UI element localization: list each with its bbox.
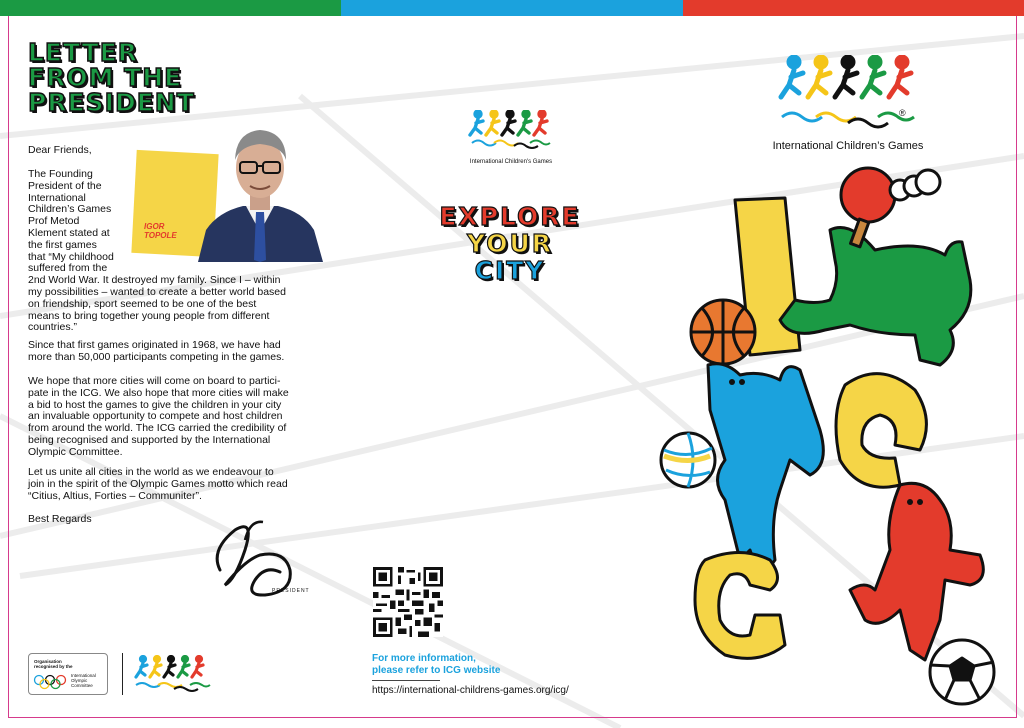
p4-line: Let us unite all cities in the world as we endeavour to [28,466,274,478]
registered-mark: ® [899,108,906,118]
p1-line: countries.” [28,321,78,334]
more-info-rule [372,680,440,681]
icg-logo-middle [468,110,554,150]
p4-line: join in the spirit of the Olympic Games motto which read [28,477,288,490]
ping-pong-paddle [841,168,895,222]
blue-figure [708,364,823,580]
p2-line: more than 50,000 participants competing in the games. [28,350,285,363]
icg-mascot-illustration [650,160,1024,728]
greeting: Dear Friends, [28,144,92,156]
icg-logo-main [778,55,920,135]
p1-line: that “My childhood [28,250,114,263]
explore-your-city-headline [390,203,630,284]
ioc-name-text: International Olympic Committee [71,673,96,688]
caterpillar [890,170,940,200]
closing: Best Regards [28,513,92,525]
icg-logo-main-caption: International Children’s Games [772,140,924,152]
blue-figure-eye [739,379,745,385]
p1-line: 2nd World War. It destroyed my family. Since I – within [28,274,281,287]
paragraph-2 [28,340,284,364]
green-figure [780,228,971,366]
headline-explore: EXPLORE [439,202,581,231]
red-figure-eye [917,499,923,505]
p3-line: We hope that more cities will come on board to partici- [28,375,281,387]
p1-line: suffered from the [28,262,108,275]
logo-divider [122,653,123,695]
p4-line: “Citius, Altius, Forties – Communiter”. [28,489,202,502]
paragraph-3 [28,376,289,459]
p3-line: Olympic Committee. [28,445,123,458]
p3-line: pate in the ICG. We also hope that more cities will make [28,386,289,399]
top-bar-red [683,0,1024,16]
headline-your: YOUR [466,229,553,258]
president-last-name: TOPOLE [144,231,177,240]
p3-line: an invaluable opportunity to compete and host children [28,410,283,423]
p1-line: Klement stated at [28,226,110,239]
president-portrait [198,120,323,262]
qr-code[interactable] [373,567,443,637]
ioc-recognition-box [28,653,108,695]
p1-line: International [28,191,86,204]
website-url-link[interactable]: https://international-childrens-games.org/icg/ [372,685,569,696]
president-label: PRESIDENT [272,588,310,594]
p1-line: President of the [28,179,102,192]
headline-city: CITY [474,256,546,285]
blue-figure-eye [729,379,735,385]
p1-line: on friendship, sport seemed to be one of the best [28,297,257,310]
icg-logo-small-bottom [134,655,212,695]
p1-line: my possibilities – wanted to create a better world based [28,285,286,298]
paragraph-4 [28,467,288,502]
top-bar-blue [341,0,682,16]
president-first-name: IGOR [144,222,165,231]
icg-logo-middle-caption: International Children's Games [469,159,553,165]
red-figure-eye [907,499,913,505]
more-info-text: For more information, please refer to ICG website [372,653,501,676]
p1-line: The Founding [28,168,93,180]
letter-c-shape [836,374,926,488]
letter-title: LETTER FROM THE PRESIDENT [28,38,195,117]
ioc-org-text: Organisation recognised by the [34,659,73,669]
p1-line: Children’s Games [28,203,112,216]
letter-g-shape [695,553,785,659]
trim-line-left [8,16,9,718]
red-figure [850,483,983,660]
p3-line: from around the world. The ICG carried the credibility of [28,422,287,435]
p2-line: Since that first games originated in 1968, we have had [28,339,281,351]
top-bar-green [0,0,341,16]
olympic-rings-icon [33,674,69,690]
p1-line: means to bring together young people from different [28,309,270,322]
top-color-bar [0,0,1024,16]
p3-line: a bid to host the games to give the children in your city [28,398,282,411]
p1-line: the first games [28,238,97,251]
p1-line: Prof Metod [28,215,80,228]
p3-line: being recognised and supported by the International [28,433,271,446]
president-name-tag [144,222,177,240]
